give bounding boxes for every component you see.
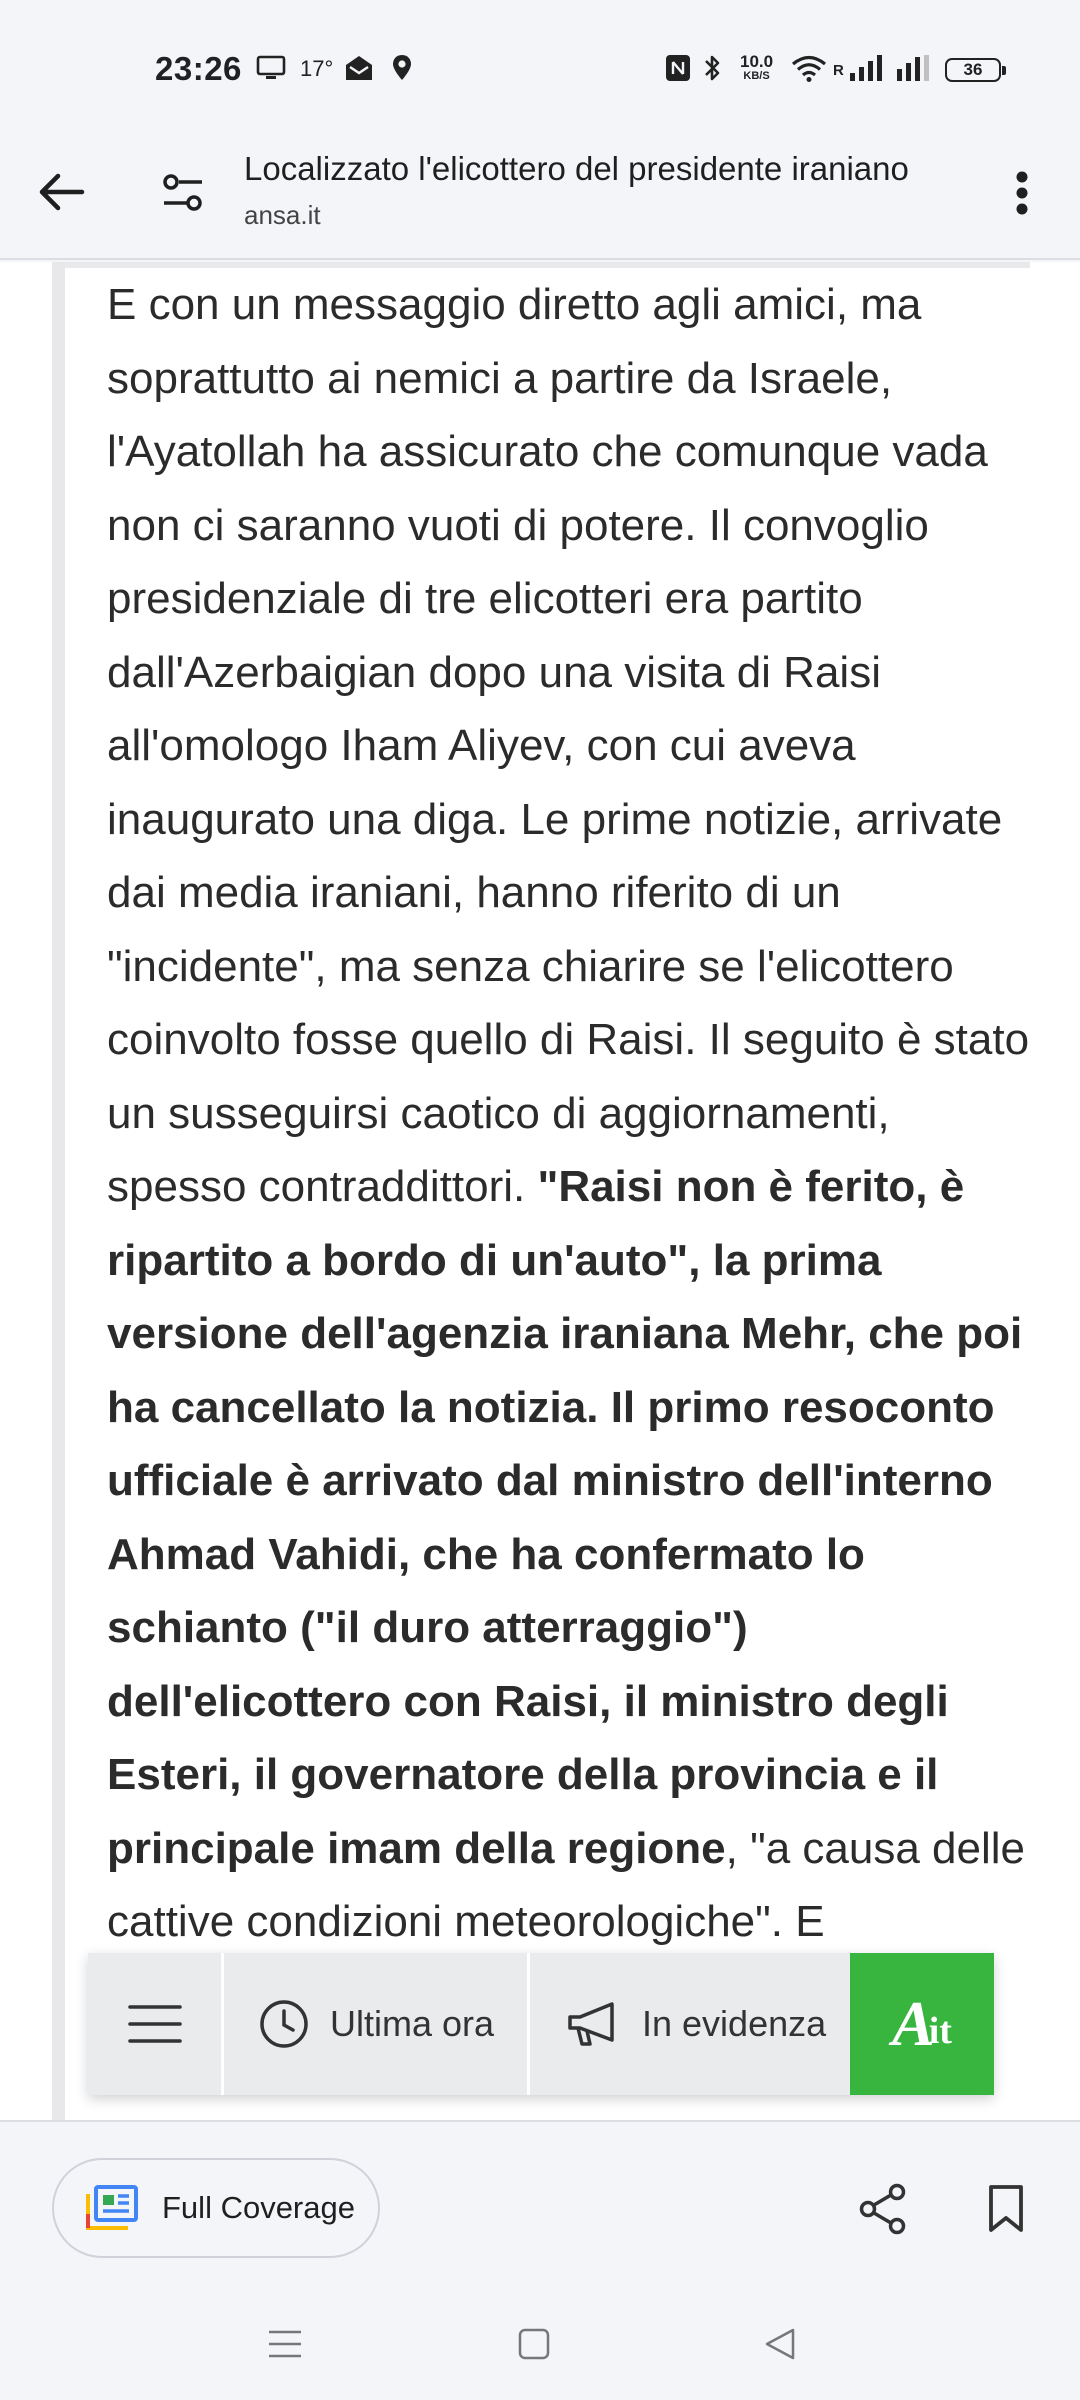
bluetooth-icon — [702, 52, 722, 84]
ansa-logo-sub: it — [928, 2010, 952, 2052]
bookmark-icon — [987, 2184, 1025, 2234]
home-icon — [517, 2327, 551, 2361]
page-url[interactable]: ansa.it — [244, 200, 321, 230]
tune-icon — [162, 173, 204, 213]
back-button[interactable] — [30, 160, 94, 224]
share-button[interactable] — [850, 2176, 916, 2242]
network-speed — [740, 54, 773, 84]
roaming-indicator: R — [833, 62, 844, 79]
bottom-action-bar — [0, 2120, 1080, 2295]
clock-icon — [258, 1998, 310, 2050]
nfc-icon — [664, 52, 692, 84]
signal-icon-1 — [848, 52, 888, 84]
latest-news-button[interactable] — [224, 1953, 530, 2095]
status-time: 23:26 — [155, 50, 242, 87]
megaphone-icon — [566, 2000, 620, 2048]
status-bar — [0, 0, 1080, 130]
bookmark-button[interactable] — [976, 2176, 1036, 2242]
home-button[interactable] — [504, 2319, 564, 2369]
browser-toolbar — [0, 130, 1080, 260]
network-speed-value: 10.0 — [740, 52, 774, 71]
ansa-logo-main: A — [892, 1988, 935, 2059]
arrow-left-icon — [38, 172, 86, 212]
highlights-button[interactable] — [530, 1953, 850, 2095]
article-text-normal-2: , "a causa delle cattive condizioni meteorologiche". E — [107, 1823, 1026, 1946]
article-text-normal-1: E con un messaggio diretto agli amici, ma soprattutto ai nemici a partire da Israele, l'Ayatollah ha assicurato che comunque vada non ci saranno vuoti di potere. Il convoglio presidenziale di tre elicotteri era partito dall'Azerbaigian dopo una visita di Raisi all'omologo Iham Aliyev, con cui aveva inaugurato una diga. Le prime notizie, arrivate dai media iraniani, hanno riferito di un "incidente", ma senza chiarire se l'elicottero coinvolto fosse quello di Raisi. Il seguito è stato un susseguirsi caotico di aggiornamenti, spesso contraddittori. — [107, 280, 1030, 1211]
back-triangle-icon — [763, 2327, 797, 2361]
share-icon — [858, 2183, 908, 2235]
recents-button[interactable] — [255, 2319, 315, 2369]
recents-icon — [267, 2328, 303, 2360]
quote-rule — [52, 262, 65, 2120]
overflow-menu-button[interactable] — [1000, 160, 1044, 226]
signal-icon-2 — [895, 52, 935, 84]
back-nav-button[interactable] — [750, 2319, 810, 2369]
page-settings-button[interactable] — [150, 160, 216, 226]
ansa-logo-button[interactable] — [850, 1953, 994, 2095]
battery-indicator: 36 — [945, 58, 1001, 82]
page-title[interactable]: Localizzato l'elicottero del presidente iraniano — [244, 150, 909, 187]
system-navigation-bar — [0, 2295, 1080, 2400]
status-temperature: 17° — [300, 56, 334, 81]
latest-news-label: Ultima ora — [330, 2003, 495, 2044]
hamburger-icon — [126, 2002, 184, 2046]
location-icon — [391, 52, 413, 84]
article-body — [107, 268, 1037, 1959]
network-speed-unit: KB/S — [743, 70, 770, 82]
article-text-bold: "Raisi non è ferito, è ripartito a bordo di un'auto", la prima versione dell'agenzia iraniana Mehr, che poi ha cancellato la notizia. Il primo resoconto ufficiale è arrivato dal ministro dell'interno Ahmad Vahidi, che ha confermato lo schianto ("il duro atterraggio") dell'elicottero con Raisi, il ministro degli Esteri, il governatore della provincia e il principale imam della regione — [107, 1162, 1023, 1873]
more-vert-icon — [1015, 171, 1029, 215]
wifi-icon — [790, 52, 828, 84]
news-icon — [84, 2184, 140, 2232]
highlights-label: In evidenza — [642, 2003, 827, 2044]
ansa-menu-button[interactable] — [88, 1953, 224, 2095]
full-coverage-button[interactable] — [52, 2158, 380, 2258]
screen-icon — [256, 52, 286, 84]
full-coverage-label: Full Coverage — [162, 2190, 355, 2225]
ansa-nav-bar — [88, 1953, 994, 2095]
mail-icon — [343, 52, 375, 84]
article-viewport[interactable] — [0, 262, 1080, 2120]
